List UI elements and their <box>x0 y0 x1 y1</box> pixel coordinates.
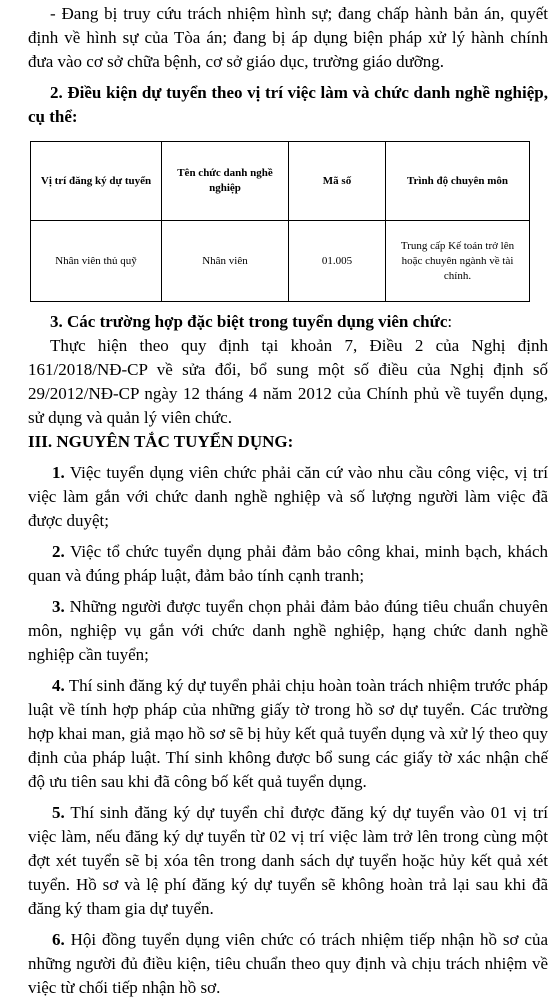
section-3-body: Thực hiện theo quy định tại khoản 7, Điều 2 của Nghị định 161/2018/NĐ-CP về sửa đổi, bổ sung một số điều của Nghị định số 29/2012/NĐ-CP ngày 12 tháng 4 năm 2012 của Chính phủ về tuyển dụng, sử dụng và quản lý viên chức. <box>28 336 548 427</box>
table-row <box>31 221 530 302</box>
section-3-heading <box>28 310 548 334</box>
table-cell: Nhân viên thủ quỹ <box>31 221 162 302</box>
principle-text: Việc tuyển dụng viên chức phải căn cứ vào nhu cầu công việc, vị trí việc làm gắn với chức danh nghề nghiệp và số lượng người làm việc đã được duyệt; <box>28 463 548 530</box>
principle-number: 6. <box>52 930 65 949</box>
section-3-heading-colon: : <box>447 312 453 331</box>
principle-text: Thí sinh đăng ký dự tuyển chỉ được đăng ký dự tuyển vào 01 vị trí việc làm, nếu đăng ký dự tuyển từ 02 vị trí việc làm trở lên trong cùng một đợt xét tuyển sẽ bị xóa tên trong danh sách dự tuyển hoặc hủy kết quả xét tuyển. Hồ sơ và lệ phí đăng ký dự tuyển sẽ không hoàn trả lại sau khi đã đăng ký tham gia dự tuyển. <box>28 803 548 918</box>
section-3-heading-text: 3. Các trường hợp đặc biệt trong tuyển dụng viên chức <box>50 312 448 331</box>
table-header-cell: Trình độ chuyên môn <box>386 142 530 221</box>
principle-item <box>28 928 548 1000</box>
principle-text: Việc tổ chức tuyển dụng phải đảm bảo công khai, minh bạch, khách quan và đúng pháp luật, đảm bảo tính cạnh tranh; <box>28 542 548 585</box>
table-cell: Nhân viên <box>162 221 289 302</box>
principle-number: 3. <box>52 597 65 616</box>
principles-heading: III. NGUYÊN TẮC TUYỂN DỤNG: <box>28 432 294 451</box>
principle-item <box>28 595 548 667</box>
section-2-heading: 2. Điều kiện dự tuyển theo vị trí việc làm và chức danh nghề nghiệp, cụ thể: <box>28 83 548 126</box>
table-header-cell: Mã số <box>289 142 386 221</box>
disqualification-bullet: - Đang bị truy cứu trách nhiệm hình sự; đang chấp hành bản án, quyết định về hình sự của Tòa án; đang bị áp dụng biện pháp xử lý hành chính đưa vào cơ sở chữa bệnh, cơ sở giáo dục, trường giáo dưỡng. <box>28 4 548 71</box>
principle-item <box>28 540 548 588</box>
table-header-cell: Vị trí đăng ký dự tuyển <box>31 142 162 221</box>
table-cell: 01.005 <box>289 221 386 302</box>
table-header-row <box>31 142 530 221</box>
principle-text: Hội đồng tuyển dụng viên chức có trách nhiệm tiếp nhận hồ sơ của những người đủ điều kiện, tiêu chuẩn theo quy định và chịu trách nhiệm về việc từ chối tiếp nhận hồ sơ. <box>28 930 548 997</box>
principle-number: 1. <box>52 463 65 482</box>
table-cell: Trung cấp Kế toán trở lên hoặc chuyên ngành về tài chính. <box>386 221 530 302</box>
principle-number: 2. <box>52 542 65 561</box>
principle-number: 5. <box>52 803 65 822</box>
position-table <box>30 141 530 302</box>
principle-item <box>28 674 548 794</box>
principle-item <box>28 461 548 533</box>
table-header-cell: Tên chức danh nghề nghiệp <box>162 142 289 221</box>
principle-text: Thí sinh đăng ký dự tuyển phải chịu hoàn toàn trách nhiệm trước pháp luật về tính hợp pháp của những giấy tờ trong hồ sơ dự tuyển. Các trường hợp khai man, giả mạo hồ sơ sẽ bị hủy kết quả tuyển dụng và xử lý theo quy định của pháp luật. Thí sinh không được bổ sung các giấy tờ xác nhận chế độ ưu tiên sau khi đã công bố kết quả tuyển dụng. <box>28 676 548 791</box>
principle-number: 4. <box>52 676 65 695</box>
principle-item <box>28 801 548 921</box>
principle-text: Những người được tuyển chọn phải đảm bảo đúng tiêu chuẩn chuyên môn, nghiệp vụ gắn với chức danh nghề nghiệp, hạng chức danh nghề nghiệp cần tuyển; <box>28 597 548 664</box>
